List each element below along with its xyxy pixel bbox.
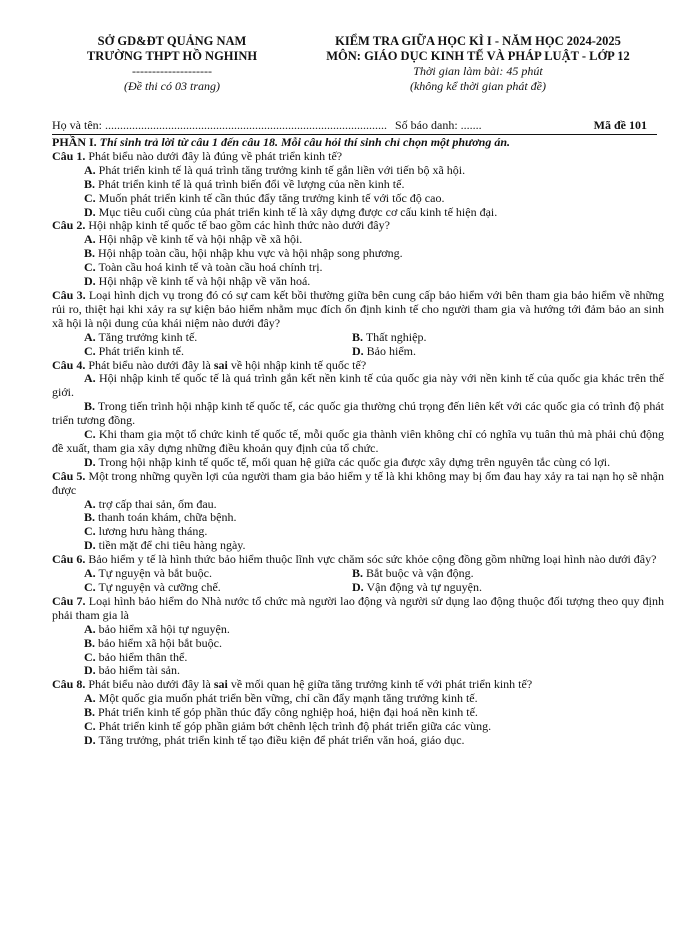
option-letter: B. <box>84 176 96 191</box>
option-letter: D. <box>84 454 96 469</box>
option-letter: B. <box>84 510 96 525</box>
question-stem: Một trong những quyền lợi của người tham gia bảo hiểm y tế là khi không may bị ốm đau hay xảy ra tai nạn họ sẽ nhận được <box>52 468 664 497</box>
question-stem: Bảo hiểm y tế là hình thức bảo hiểm thuộc lĩnh vực chăm sóc sức khỏe cộng đồng gồm những loại hình nào dưới đây? <box>88 552 657 567</box>
answer-option[interactable] <box>352 581 620 595</box>
answer-option[interactable] <box>52 428 664 456</box>
option-letter: D. <box>84 663 96 678</box>
question-stem-end: về mối quan hệ giữa tăng trưởng kinh tế với phát triển kinh tế? <box>227 677 533 692</box>
option-text: Phát triển kinh tế góp phần thúc đẩy công nghiệp hoá, hiện đại hoá nền kinh tế. <box>98 705 478 720</box>
option-letter: C. <box>84 719 96 734</box>
question-text <box>52 219 664 233</box>
answer-option[interactable] <box>352 345 620 359</box>
exam-duration: Thời gian làm bài: 45 phút <box>413 64 543 78</box>
school-name: TRƯỜNG THPT HỒ NGHINH <box>86 49 258 63</box>
answer-option[interactable] <box>52 692 664 706</box>
option-text: Tự nguyện và cưỡng chế. <box>98 580 221 594</box>
option-text: Phát triển kinh tế là quá trình tăng trưởng kinh tế gắn liền với tiến bộ xã hội. <box>98 162 466 177</box>
option-letter: A. <box>84 329 96 344</box>
option-text: Mục tiêu cuối cùng của phát triển kinh tế là xây dựng được cơ cấu kinh tế hiện đại. <box>98 204 498 219</box>
option-letter: D. <box>84 274 96 289</box>
option-letter: B. <box>84 246 96 261</box>
option-text: Vận động và tự nguyện. <box>366 580 482 594</box>
option-letter: B. <box>352 329 364 344</box>
answer-option[interactable] <box>52 456 664 470</box>
option-letter: A. <box>84 566 96 581</box>
answer-option[interactable] <box>52 651 664 665</box>
option-text: bảo hiểm xã hội bắt buộc. <box>98 635 222 650</box>
option-letter: A. <box>84 371 96 386</box>
option-letter: D. <box>84 732 96 747</box>
question-number: Câu 4. <box>52 357 86 372</box>
option-row <box>52 345 664 359</box>
answer-option[interactable] <box>84 567 352 581</box>
option-text: Bắt buộc và vận động. <box>366 566 474 581</box>
option-letter: B. <box>84 635 96 650</box>
option-letter: D. <box>84 204 96 219</box>
part-heading <box>52 136 664 150</box>
question-text <box>52 150 664 164</box>
negation-keyword: sai <box>213 677 228 692</box>
answer-option[interactable] <box>84 345 352 359</box>
option-text: Tăng trưởng kinh tế. <box>98 329 198 344</box>
option-text: Muốn phát triển kinh tế cần thúc đẩy tăng trưởng kinh tế với tốc độ cao. <box>98 190 445 205</box>
question-text <box>52 678 664 692</box>
answer-option[interactable] <box>52 623 664 637</box>
subject-title: MÔN: GIÁO DỤC KINH TẾ VÀ PHÁP LUẬT - LỚP 12 <box>326 49 630 63</box>
candidate-number-field: Số báo danh: ....... <box>395 118 482 132</box>
option-letter: B. <box>84 399 96 414</box>
option-row <box>52 567 664 581</box>
question-text <box>52 289 664 331</box>
option-letter: A. <box>84 162 96 177</box>
question-stem: Phát biểu nào dưới đây là <box>88 677 214 692</box>
question-text <box>52 595 664 623</box>
answer-option[interactable] <box>52 206 664 220</box>
question-text <box>52 470 664 498</box>
option-text: trợ cấp thai sản, ốm đau. <box>98 496 217 511</box>
option-text: lương hưu hàng tháng. <box>98 524 208 539</box>
option-letter: C. <box>84 580 96 594</box>
option-letter: A. <box>84 621 96 636</box>
question-number: Câu 6. <box>52 552 86 567</box>
option-row <box>52 581 664 595</box>
option-text: Hội nhập về kinh tế và hội nhập về xã hội. <box>98 232 303 247</box>
question-text <box>52 553 664 567</box>
question-text <box>52 359 664 373</box>
option-letter: B. <box>84 705 96 720</box>
option-text: Phát triển kinh tế góp phần giảm bớt chênh lệch trình độ phát triển giữa các vùng. <box>98 719 492 734</box>
exam-title: KIỂM TRA GIỮA HỌC KÌ I - NĂM HỌC 2024-2025 <box>335 34 621 48</box>
answer-option[interactable] <box>52 539 664 553</box>
question-number: Câu 1. <box>52 148 86 163</box>
option-letter: A. <box>84 691 96 706</box>
answer-option[interactable] <box>52 706 664 720</box>
option-text: Thất nghiệp. <box>365 329 427 344</box>
answer-option[interactable] <box>52 247 664 261</box>
answer-option[interactable] <box>52 637 664 651</box>
answer-option[interactable] <box>52 164 664 178</box>
option-letter: A. <box>84 232 96 247</box>
option-text: Bảo hiểm. <box>366 343 416 358</box>
option-letter: D. <box>352 343 364 358</box>
student-name-field: Họ và tên: .............................................................................................. <box>52 118 387 132</box>
question-stem: Loại hình dịch vụ trong đó có sự cam kết bồi thường giữa bên cung cấp bảo hiểm với bên tham gia bảo hiểm về những rủi ro, thiệt hại khi xảy ra sự kiện bảo hiểm nhằm mục đích ổn định kinh tế cho người tham gia và hướng tới đảm bảo an sinh xã hội là nội dung của khái niệm nào dưới đây? <box>52 287 665 330</box>
question-number: Câu 8. <box>52 677 86 692</box>
option-letter: A. <box>84 496 96 511</box>
option-letter: B. <box>352 566 364 581</box>
option-text: Tăng trưởng, phát triển kinh tế tạo điều kiện để phát triển văn hoá, giáo dục. <box>98 732 465 747</box>
header-divider: -------------------- <box>132 64 212 78</box>
answer-option[interactable] <box>84 581 352 595</box>
question-stem: Hội nhập kinh tế quốc tế bao gồm các hình thức nào dưới đây? <box>88 218 390 233</box>
exam-code: Mã đề 101 <box>593 118 647 132</box>
question-stem-end: về hội nhập kinh tế quốc tế? <box>227 357 367 372</box>
option-text: tiền mặt để chi tiêu hàng ngày. <box>98 538 246 553</box>
answer-option[interactable] <box>52 372 664 400</box>
option-row <box>52 331 664 345</box>
part-instruction: Thí sinh trả lời từ câu 1 đến câu 18. Mỗi câu hỏi thí sinh chỉ chọn một phương án. <box>99 135 511 149</box>
question-number: Câu 3. <box>52 287 86 302</box>
answer-option[interactable] <box>84 331 352 345</box>
answer-option[interactable] <box>52 664 664 678</box>
answer-option[interactable] <box>52 400 664 428</box>
answer-option[interactable] <box>52 511 664 525</box>
option-text: Hội nhập toàn cầu, hội nhập khu vực và hội nhập song phương. <box>98 246 403 261</box>
option-text: Tự nguyện và bắt buộc. <box>98 566 212 581</box>
exam-header <box>292 34 664 94</box>
exam-body <box>52 136 664 748</box>
answer-option[interactable] <box>52 192 664 206</box>
option-text: bảo hiểm tài sản. <box>98 663 180 678</box>
answer-option[interactable] <box>52 275 664 289</box>
negation-keyword: sai <box>213 357 228 372</box>
duration-note: (không kể thời gian phát đề) <box>409 79 547 93</box>
option-text: Phát triển kinh tế. <box>98 343 184 358</box>
answer-option[interactable] <box>352 567 620 581</box>
answer-option[interactable] <box>52 498 664 512</box>
student-info-row <box>52 118 657 135</box>
question-number: Câu 2. <box>52 218 86 233</box>
department-name: SỞ GD&ĐT QUẢNG NAM <box>97 34 247 48</box>
option-letter: D. <box>84 538 96 553</box>
option-text: Phát triển kinh tế là quá trình biến đổi về lượng của nền kinh tế. <box>98 176 405 191</box>
question-number: Câu 7. <box>52 593 86 608</box>
question-number: Câu 5. <box>52 468 86 483</box>
option-text: Một quốc gia muốn phát triển bền vững, chỉ cần đẩy mạnh tăng trưởng kinh tế. <box>98 691 478 706</box>
option-letter: D. <box>352 580 364 594</box>
option-letter: C. <box>84 190 96 205</box>
option-text: Trong hội nhập kinh tế quốc tế, mối quan hệ giữa các quốc gia được xây dựng trên nguyên tắc cùng có lợi. <box>98 454 611 469</box>
answer-option[interactable] <box>352 331 620 345</box>
option-letter: C. <box>84 260 96 275</box>
answer-option[interactable] <box>52 233 664 247</box>
answer-option[interactable] <box>52 261 664 275</box>
school-header <box>62 34 282 94</box>
option-text: bảo hiểm thân thể. <box>98 649 188 664</box>
answer-option[interactable] <box>52 734 664 748</box>
answer-option[interactable] <box>52 720 664 734</box>
option-text: Hội nhập về kinh tế và hội nhập về văn hoá. <box>98 274 311 289</box>
option-letter: C. <box>84 649 96 664</box>
option-text: thanh toán khám, chữa bệnh. <box>98 510 237 525</box>
answer-option[interactable] <box>52 525 664 539</box>
question-stem: Loại hình bảo hiểm do Nhà nước tổ chức mà người lao động và người sử dụng lao động thuộc đối tượng theo quy định phải tham gia là <box>52 593 665 622</box>
option-text: Khi tham gia một tổ chức kinh tế quốc tế, mỗi quốc gia thành viên không chỉ có nghĩa vụ tuân thủ mà phải chủ động đề xuất, tham gia xây dựng những điều khoản quy định của tổ chức. <box>52 427 665 455</box>
answer-option[interactable] <box>52 178 664 192</box>
option-text: Trong tiến trình hội nhập kinh tế quốc tế, các quốc gia thường chú trọng đến liên kết với các quốc gia có trình độ phát triển tương đồng. <box>52 399 664 428</box>
question-stem: Phát biểu nào dưới đây là <box>88 357 214 372</box>
option-letter: C. <box>84 427 96 442</box>
option-text: Toàn cầu hoá kinh tế và toàn cầu hoá chính trị. <box>98 260 323 275</box>
part-label: PHẦN I. <box>52 135 97 149</box>
option-letter: C. <box>84 524 96 539</box>
question-stem: Phát biểu nào dưới đây là đúng về phát triển kinh tế? <box>88 148 343 163</box>
option-letter: C. <box>84 343 96 358</box>
page-count-note: (Đề thi có 03 trang) <box>124 79 220 93</box>
option-text: Hội nhập kinh tế quốc tế là quá trình gắn kết nền kinh tế của quốc gia này với nền kinh tế của quốc gia khác trên thế giới. <box>52 371 665 400</box>
option-text: bảo hiểm xã hội tự nguyện. <box>98 621 230 636</box>
